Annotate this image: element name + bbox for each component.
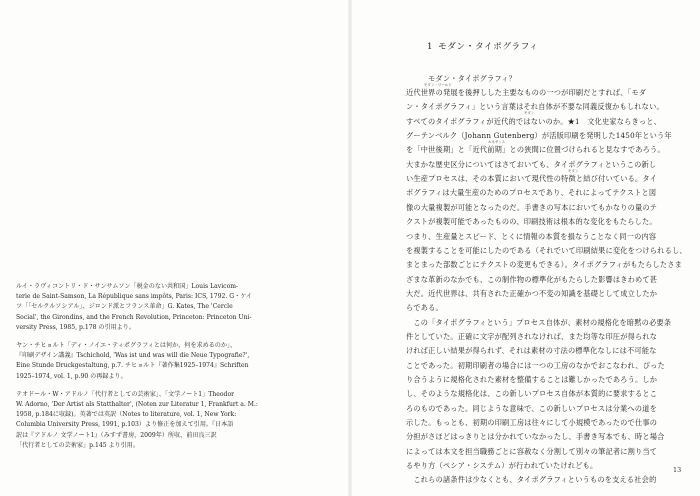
footnote-line: 「代行者としての芸術家」p.145 より引用。 — [16, 441, 139, 449]
body-line: ざまな革新のなかでも、この制作物の標準化がもたらした影響はきわめて甚 — [406, 274, 658, 284]
footnote-line: テオドール・W・アドルノ「代行者としての芸術家」、「文学ノート1」Theodor — [16, 390, 235, 398]
left-page — [0, 0, 348, 496]
body-line: 近代世界の発展を後押しした主要なものの一つが印刷だとすれば、「モダ — [406, 88, 647, 97]
footnote-line: Columbia University Press, 1991, p.103）より修正を加えて引用。『日本語 — [16, 421, 234, 429]
body-line: 大だ。近代世界は、共有された正確かつ不変の知識を基礎として成立したか — [406, 288, 658, 298]
body-line: ン・タイポグラフィ」という言葉はそれ自体が不要な同義反復かもしれない。 — [406, 102, 664, 112]
body-line: 大まかな歴史区分についてはさておいても、タイポグラフィというこの新し — [406, 159, 657, 169]
ruby-gloss: モダン・ワールド — [424, 82, 452, 87]
body-line: ポグラフィは大量生産のためのプロセスであり、それによってテクストと図 — [406, 188, 657, 198]
body-line: まとまった部数ごとにテクストの変更もできる）。タイポグラフィがもたらしたさま — [406, 260, 683, 270]
body-line: この「タイポグラフィという」プロセス自体が、素材の規格化を暗黙の必要条 — [406, 317, 672, 327]
footnote — [16, 390, 318, 451]
footnote-line: terie de Saint-Samson, La République sans impôts, Paris: ICS, 1792. G・ケイ — [16, 293, 253, 301]
body-line: 件としていた。正確に文字が配列されなければ、また均等な印圧が得られな — [406, 331, 658, 341]
footnote-line: ルイ・ラヴィコントリ・ド・サンサムソン「税金のない共和国」Louis Lavicom- — [16, 283, 239, 290]
body-line: ろのものであった。同じような意味で、この新しいプロセスは分業への道を — [406, 403, 657, 413]
body-line: 示した。もっとも、初期の印刷工房は往々にして小規模であったので仕事の — [406, 418, 658, 428]
body-line: るやり方（ペシア・システム）が行われていたけれども。 — [406, 461, 598, 471]
page-number: 13 — [673, 466, 682, 474]
footnote-line: ツ「「セルクルソシアル」、ジロンド派とフランス革命」G. Kates, The 'Cercle — [16, 303, 233, 311]
body-line: を複製することを可能にしたのである（それでいて印刷結果に変化をつけられるし、 — [406, 245, 687, 255]
footnote-line: 『印刷デザイン講義』Tschichold, 'Was ist und was will die Neue Typografie?', — [16, 352, 250, 360]
footnote-line: 1958, p.184に収録)。英著では英訳（Notes to literature, vol. 1, New York: — [16, 411, 237, 419]
body-line: を「中世後期」と「近代前期」との狭間に位置づけられると見なすであろう。 — [406, 145, 665, 155]
body-line: つまり、生産量とスピード、とくに情報の本質を損なうことなく同一の内容 — [406, 231, 657, 241]
body-line: これらの諸条件は少なくとも、タイポグラフィというものを支える社会的 — [406, 475, 657, 485]
ruby-gloss: モダン — [568, 168, 579, 173]
footnote-line: 1925–1974, vol. 1, p.90 の再録より。 — [16, 372, 127, 380]
chapter-title — [427, 40, 538, 52]
body-line: ことであった。初期印刷者の場合には一つの工房のなかでおこなわれ、ぴった — [406, 360, 665, 370]
body-line: すべてのタイポグラフィが近代的ではないのか。★1 文化史家ならきっと、 — [406, 116, 662, 126]
footnote-line: versity Press, 1985, p.178 の引用より。 — [16, 323, 135, 331]
body-line: クストが複製可能であったものの、印刷技術は根本的な変化をもたらした。 — [406, 217, 657, 227]
footnote — [16, 282, 318, 333]
footnote-line: ヤン・チヒョルト「ディ・ノイエ・ティポグラフィとは何か、何を求めるのか」、 — [16, 342, 237, 350]
section-subheading: モダン・タイポグラフィ？ — [428, 74, 517, 83]
footnote-line: Social', the Girondins, and the French Revolution, Princeton: Princeton Uni- — [16, 313, 252, 321]
footnote-line: Eine Stunde Druckgestaltung, p.7. チヒョルト『著作集1925–1974』Schriften — [16, 362, 249, 370]
body-line: ければ正しい結果が得られず、それは素材の寸法の標準化なしには不可能な — [406, 346, 657, 356]
chapter-number: 1 — [427, 42, 434, 52]
body-line: い生産プロセスは、その本質において現代性の特徴と結び付いている。タイ — [406, 174, 658, 184]
ruby-gloss: モダン — [524, 111, 535, 116]
footnote-line: W. Adorno, 'Der Artist als Statthalter', (Noten zur Literatur 1, Frankfurt a. M.: — [16, 401, 258, 409]
body-line: し、そのような規格化は、この新しいプロセス自体が本質的に要求するとこ — [406, 389, 658, 399]
body-line: によっては本文を担当職務ごとに容赦なく分割して別々の筆記者に割り当て — [406, 446, 658, 456]
body-line: 像の大量複製が可能となったのだ。手書きの写本においてもかなりの量のテ — [406, 202, 658, 212]
body-line: らである。 — [406, 303, 443, 313]
ruby-gloss: ルネサンス — [488, 139, 506, 144]
chapter-title-text: モダン・タイポグラフィ — [438, 42, 539, 52]
body-line: 分担がさほどはっきりとは分かれていなかったし、手書き写本でも、時と場合 — [406, 432, 665, 442]
footnote — [16, 341, 318, 382]
body-line: グーテンベルク（Johann Gutenberg）が活版印刷を発明した1450年という年 — [406, 131, 672, 141]
footnotes — [16, 282, 318, 459]
body-line: り合うように規格化された素材を整備することは難しかったであろう。しか — [406, 375, 658, 384]
footnote-line: 訳は『アドルノ 文学ノート1』（みすず書房、2009年）所収、前田良三訳 — [16, 431, 217, 439]
